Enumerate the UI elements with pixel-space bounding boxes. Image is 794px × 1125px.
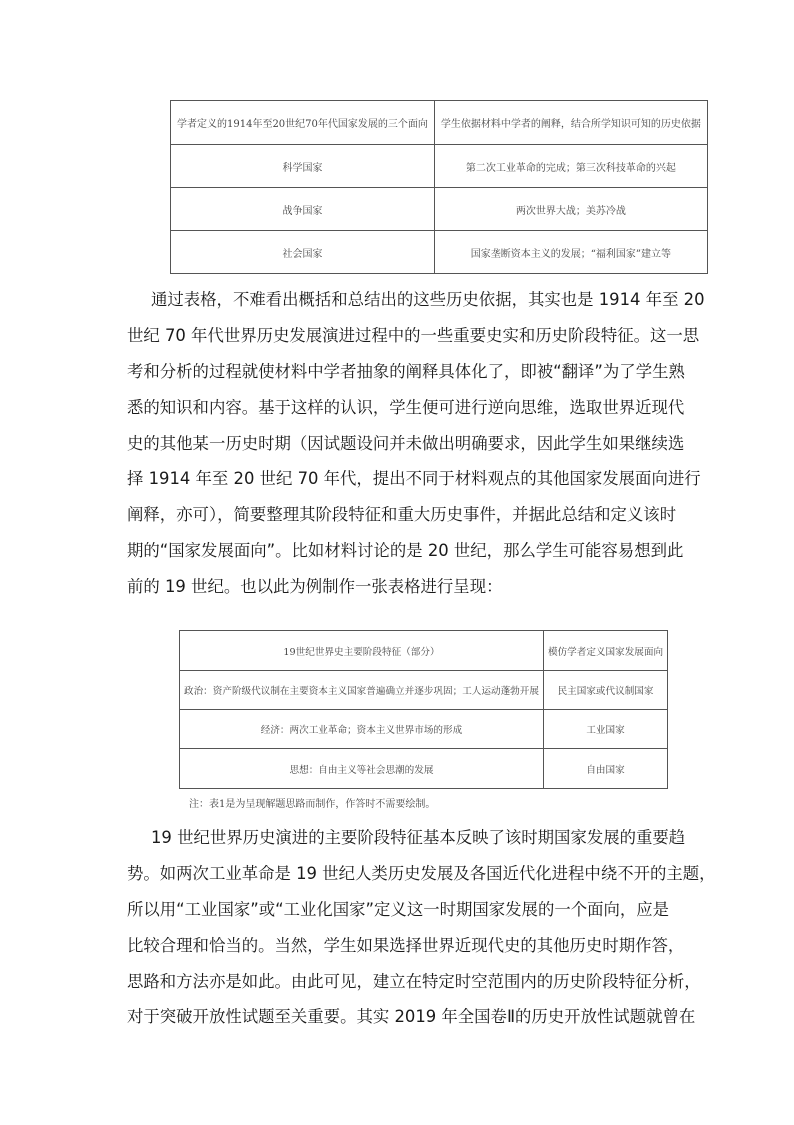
paragraph-line: 比较合理和恰当的。当然，学生如果选择世界近现代史的其他历史时期作答， (127, 935, 685, 955)
table-cell: 科学国家 (171, 145, 435, 188)
paragraph-line: 19 世纪世界历史演进的主要阶段特征基本反映了该时期国家发展的重要趋 (151, 828, 686, 847)
body-paragraph (127, 820, 716, 1035)
table-row (180, 749, 668, 789)
table-cell: 政治：资产阶级代议制在主要资本主义国家普遍确立并逐步巩固；工人运动蓬勃开展 (180, 671, 544, 710)
table-row (171, 145, 708, 188)
paragraph-line: 所以用“工业国家”或“工业化国家”定义这一时期国家发展的一个面向，应是 (127, 899, 670, 919)
paragraph-line: 势。如两次工业革命是 19 世纪人类历史发展及各国近代化进程中绕不开的主题， (127, 863, 716, 883)
table-header-cell: 学者定义的1914年至20世纪70年代国家发展的三个面向 (171, 101, 435, 145)
paragraph-line: 对于突破开放性试题至关重要。其实 2019 年全国卷Ⅱ的历史开放性试题就曾在 (127, 1007, 696, 1027)
paragraph-line: 考和分析的过程就使材料中学者抽象的阐释具体化了，即被“翻译”为了学生熟 (127, 361, 685, 381)
table-row (171, 188, 708, 231)
paragraph-line: 阐释，亦可），简要整理其阶段特征和重大历史事件，并据此总结和定义该时 (127, 505, 677, 525)
table-cell: 两次世界大战；美苏冷战 (434, 188, 707, 231)
table-cell: 工业国家 (543, 710, 667, 749)
table-row (171, 231, 708, 274)
table-header-cell: 19世纪世界史主要阶段特征（部分） (180, 631, 544, 671)
table-cell: 战争国家 (171, 188, 435, 231)
table-cell: 经济：两次工业革命；资本主义世界市场的形成 (180, 710, 544, 749)
paragraph-line: 思路和方法亦是如此。由此可见，建立在特定时空范围内的历史阶段特征分析， (127, 971, 701, 991)
paragraph-line: 史的其他某一历史时期（因试题设问并未做出明确要求，因此学生如果继续选 (127, 433, 685, 453)
paragraph-line: 世纪 70 年代世界历史发展演进过程中的一些重要史实和历史阶段特征。这一思 (127, 325, 700, 345)
table-row (180, 671, 668, 710)
table-cell: 第二次工业革命的完成；第三次科技革命的兴起 (434, 145, 707, 188)
table-note: 注：表1是为呈现解题思路而制作，作答时不需要绘制。 (189, 799, 436, 810)
paragraph-line: 前的 19 世纪。也以此为例制作一张表格进行呈现： (127, 577, 503, 597)
body-paragraph (127, 282, 705, 605)
table-cell: 自由国家 (543, 749, 667, 789)
table-cell: 国家垄断资本主义的发展；“福利国家”建立等 (434, 231, 707, 274)
paragraph-line: 期的“国家发展面向”。比如材料讨论的是 20 世纪，那么学生可能容易想到此 (127, 541, 684, 561)
table-cell: 民主国家或代议制国家 (543, 671, 667, 710)
table-header-cell: 模仿学者定义国家发展面向 (543, 631, 667, 671)
table-header-cell: 学生依据材料中学者的阐释，结合所学知识可知的历史依据 (434, 101, 707, 145)
table-cell: 思想：自由主义等社会思潮的发展 (180, 749, 544, 789)
table-row (180, 710, 668, 749)
paragraph-line: 择 1914 年至 20 世纪 70 年代，提出不同于材料观点的其他国家发展面向进行 (127, 469, 701, 489)
table-cell: 社会国家 (171, 231, 435, 274)
nineteenth-century-table (179, 630, 668, 789)
paragraph-line: 悉的知识和内容。基于这样的认识，学生便可进行逆向思维，选取世界近现代 (127, 397, 685, 417)
table-header-row (180, 631, 668, 671)
table-header-row (171, 101, 708, 145)
history-basis-table (170, 100, 708, 274)
paragraph-line: 通过表格，不难看出概括和总结出的这些历史依据，其实也是 1914 年至 20 (151, 290, 705, 309)
